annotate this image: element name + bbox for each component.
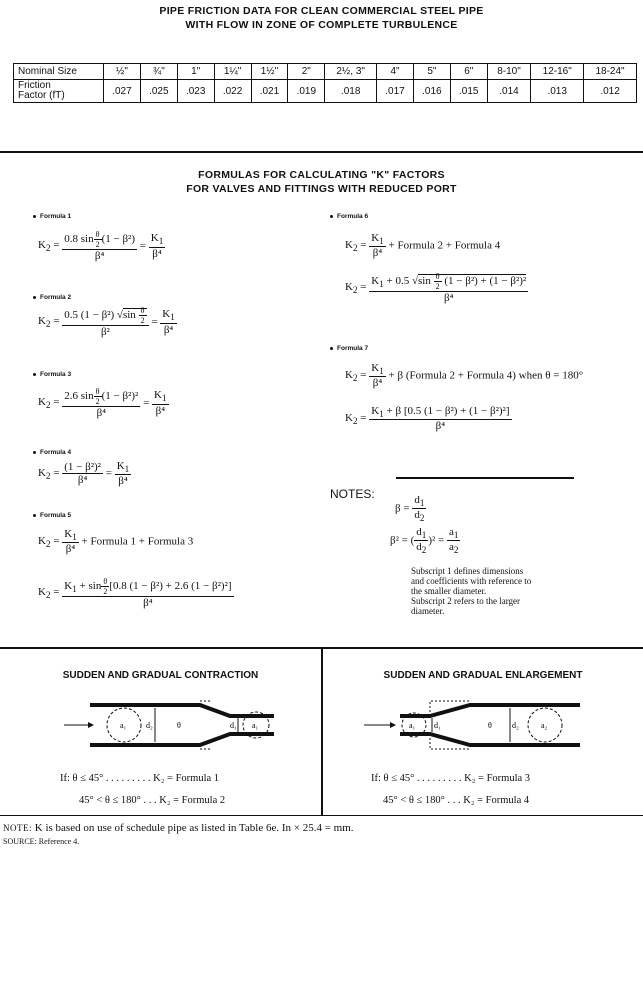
enlargement-title: SUDDEN AND GRADUAL ENLARGEMENT xyxy=(383,670,583,681)
factor-cell: .018 xyxy=(325,80,377,103)
factor-cell: .016 xyxy=(413,80,450,103)
formula-5-label-text: Formula 5 xyxy=(40,512,72,519)
note-text: K is based on use of schedule pipe as listed in Table 6e. In × 25.4 = mm. xyxy=(34,822,354,834)
notes-rule xyxy=(396,477,574,479)
beta-squared-definition: β² = ( $\frac{d_1}{d_2}$ )² = $\frac{a_1}{a_2}$ xyxy=(390,526,459,556)
size-cell: ½" xyxy=(104,64,141,80)
factor-cell: .023 xyxy=(177,80,214,103)
formula-7-top-text: + β (Formula 2 + Formula 4) when θ = 180° xyxy=(388,369,584,382)
enlargement-condition-1: If: θ ≤ 45° . . . . . . . . . K₂ = Formula 3 xyxy=(371,773,531,784)
note-prefix: NOTE: xyxy=(3,823,32,833)
contraction-title: SUDDEN AND GRADUAL CONTRACTION xyxy=(62,670,259,681)
formulas-title-line2: FOR VALVES AND FITTINGS WITH REDUCED PORT xyxy=(186,183,457,195)
beta-definition: β = $\frac{d_1}{d_2}$ xyxy=(395,494,425,524)
svg-text:a₁: a₁ xyxy=(120,721,127,730)
footer-note xyxy=(3,822,354,834)
notes-line: diameter. xyxy=(411,606,445,616)
formula-5-top-text: + Formula 1 + Formula 3 xyxy=(81,535,194,548)
formula-5-equation-a: $K_2$ = $\frac{K_1}{\text{β⁴}}$ + Formula 1 + Formula 3 xyxy=(38,528,194,556)
notes-line: Subscript 2 refers to the larger xyxy=(411,596,521,606)
size-cell: 2" xyxy=(288,64,325,80)
svg-text:a₂: a₂ xyxy=(541,721,548,730)
contraction-condition-1: If: θ ≤ 45° . . . . . . . . . K₂ = Formula 1 xyxy=(60,773,220,784)
enlargement-condition-2: 45° < θ ≤ 180° . . . K₂ = Formula 4 xyxy=(383,795,530,806)
formula-2-equation: $K_2$ = 0.5 (1 − β²) √sin $\frac{\theta}{2}$ β² = $\frac{K_1}{\text{β⁴}}$ xyxy=(38,306,175,338)
formula-6-top-text: + Formula 2 + Formula 4 xyxy=(388,239,501,252)
factor-cell: .025 xyxy=(140,80,177,103)
size-cell: 6" xyxy=(450,64,487,80)
size-cell: 5" xyxy=(413,64,450,80)
notes-line: the smaller diameter. xyxy=(411,586,487,596)
size-cell: 1½" xyxy=(251,64,288,80)
factor-cell: .027 xyxy=(104,80,141,103)
friction-factor-table xyxy=(13,63,637,103)
size-cell: 18-24" xyxy=(584,64,637,80)
bullet-icon xyxy=(33,373,36,376)
svg-text:d₁: d₁ xyxy=(434,721,441,730)
notes-line: Subscript 1 defines dimensions xyxy=(411,566,524,576)
bullet-icon xyxy=(33,296,36,299)
friction-factor-row xyxy=(14,80,637,103)
svg-text:d₂: d₂ xyxy=(146,721,153,730)
factor-cell: .012 xyxy=(584,80,637,103)
contraction-diagram xyxy=(60,700,280,750)
friction-label-a: Friction xyxy=(18,80,51,91)
formula-5-equation-b: $K_2$ = $K_1 + \sin$ $\frac{\theta}{2}$ [0.8 (1 − β²) + 2.6 (1 − β²)²] β⁴ xyxy=(38,577,232,609)
bullet-icon xyxy=(330,347,333,350)
formula-4-label xyxy=(33,449,71,456)
formula-7-equation-a: $K_2$ = $\frac{K_1}{\text{β⁴}}$ + β (Formula 2 + Formula 4) when θ = 180° xyxy=(345,362,584,390)
contraction-condition-2: 45° < θ ≤ 180° . . . K₂ = Formula 2 xyxy=(79,795,226,806)
bullet-icon xyxy=(33,514,36,517)
factor-cell: .019 xyxy=(288,80,325,103)
formula-7-label xyxy=(330,345,368,352)
bullet-icon xyxy=(33,451,36,454)
factor-cell: .015 xyxy=(450,80,487,103)
formula-7-label-text: Formula 7 xyxy=(337,345,369,352)
factor-cell: .021 xyxy=(251,80,288,103)
friction-table-title-line2: WITH FLOW IN ZONE OF COMPLETE TURBULENCE xyxy=(185,19,458,31)
notes-line: and coefficients with reference to xyxy=(411,576,532,586)
formula-4-equation: $K_2$ = $\frac{\text{(1 − β²)²}}{\text{β⁴}}$ = $\frac{K_1}{\text{β⁴}}$ xyxy=(38,460,130,488)
formula-2-label-text: Formula 2 xyxy=(40,294,72,301)
formula-5-label xyxy=(33,512,71,519)
bullet-icon xyxy=(33,215,36,218)
friction-table-title-line1: PIPE FRICTION DATA FOR CLEAN COMMERCIAL STEEL PIPE xyxy=(159,5,484,17)
formula-1-equation: $K_2$ = 0.8 sin $\frac{\theta}{2}$ (1 − β²) β⁴ = $\frac{K_1}{\text{β⁴}}$ xyxy=(38,230,164,262)
formula-4-label-text: Formula 4 xyxy=(40,449,72,456)
size-cell: 1¼" xyxy=(214,64,251,80)
size-cell: 1" xyxy=(177,64,214,80)
size-cell: 4" xyxy=(377,64,414,80)
formula-3-label xyxy=(33,371,71,378)
factor-cell: .014 xyxy=(487,80,531,103)
formula-6-equation-b: $K_2$ = $K_1 + 0.5$ √sin $\frac{\theta}{2}$ (1 − β²) + (1 − β²)² β⁴ xyxy=(345,272,527,304)
bullet-icon xyxy=(330,215,333,218)
formula-7-equation-b: $K_2$ = $\frac{K_1 + \beta [0.5 (1 - \beta^2) + (1 - \beta^2)^2]}{\text{β⁴}}$ xyxy=(345,405,510,433)
formula-3-equation: $K_2$ = 2.6 sin $\frac{\theta}{2}$ (1 − β²)² β⁴ = $\frac{K_1}{\text{β⁴}}$ xyxy=(38,387,167,419)
size-cell: 8-10" xyxy=(487,64,531,80)
formula-6-label xyxy=(330,213,368,220)
friction-label-b: Factor (fT) xyxy=(18,90,65,101)
formula-3-label-text: Formula 3 xyxy=(40,371,72,378)
formula-2-label xyxy=(33,294,71,301)
svg-text:a₁: a₁ xyxy=(409,721,416,730)
svg-text:d₁: d₁ xyxy=(230,721,237,730)
friction-factor-label xyxy=(14,80,104,103)
size-cell: 12-16" xyxy=(531,64,584,80)
source-line: SOURCE: Reference 4. xyxy=(3,837,80,846)
section-divider xyxy=(0,151,643,153)
enlargement-diagram xyxy=(360,700,590,750)
factor-cell: .022 xyxy=(214,80,251,103)
formula-6-equation-a: $K_2$ = $\frac{K_1}{\text{β⁴}}$ + Formula 2 + Formula 4 xyxy=(345,232,501,260)
notes-heading: NOTES: xyxy=(330,487,375,501)
svg-text:d₂: d₂ xyxy=(512,721,519,730)
formulas-title-line1: FORMULAS FOR CALCULATING "K" FACTORS xyxy=(198,169,445,181)
size-cell: 2½, 3" xyxy=(325,64,377,80)
svg-text:θ: θ xyxy=(177,721,181,730)
factor-cell: .017 xyxy=(377,80,414,103)
nominal-size-label: Nominal Size xyxy=(14,64,104,80)
notes-text xyxy=(411,566,531,616)
formula-6-label-text: Formula 6 xyxy=(337,213,369,220)
nominal-size-row xyxy=(14,64,637,80)
svg-text:a₁: a₁ xyxy=(252,721,259,730)
formula-1-label-text: Formula 1 xyxy=(40,213,72,220)
formula-1-label xyxy=(33,213,71,220)
factor-cell: .013 xyxy=(531,80,584,103)
size-cell: ¾" xyxy=(140,64,177,80)
footer-rule xyxy=(0,815,643,816)
svg-text:θ: θ xyxy=(488,721,492,730)
